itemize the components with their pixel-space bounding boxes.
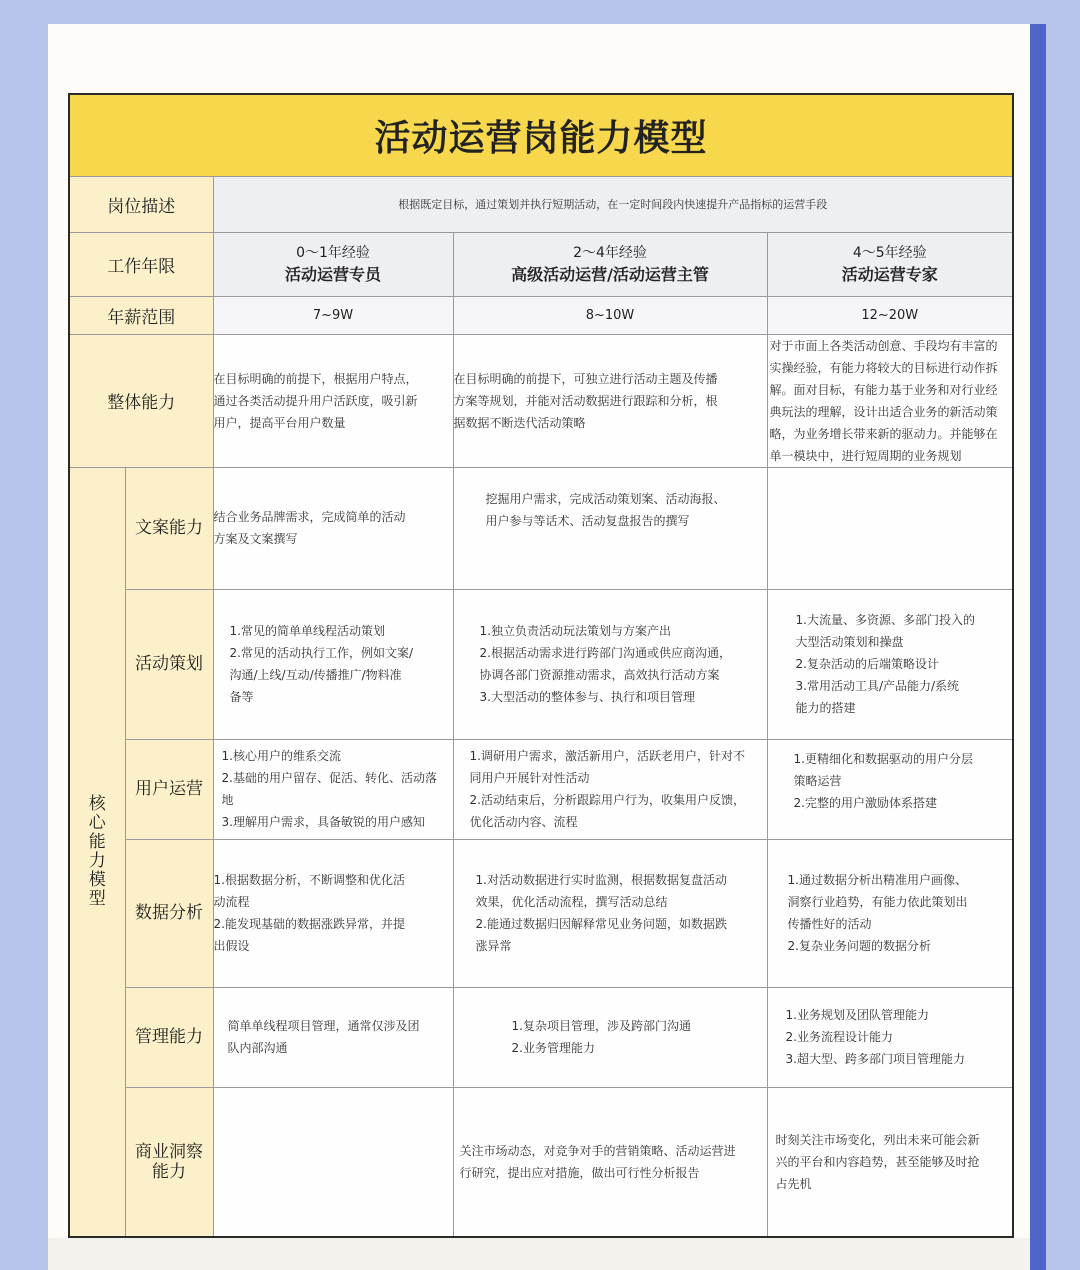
text-line: 策略运营 [793,773,842,788]
data-analysis-cell-expert [767,839,1013,987]
text-line: 效果，优化活动流程，撰写活动总结 [475,895,668,909]
text-line: 简单单线程项目管理，通常仅涉及团 [227,1019,420,1033]
text-line: 在目标明确的前提下，可独立进行活动主题及传播 [453,371,718,386]
level-exp: 0～1年经验 [296,245,370,261]
text-line: 实操经验，有能力将较大的目标进行动作拆 [769,360,998,375]
planning-cell-expert [767,589,1013,739]
label-line: 能力 [152,1161,186,1182]
row-business-insight [69,1087,1013,1237]
text-line: 3.超大型、跨多部门项目管理能力 [785,1052,965,1066]
overall-cell-senior [453,334,767,467]
text-line: 沟通/上线/互动/传播推广/物料准 [229,668,402,682]
text-line: 2.根据活动需求进行跨部门沟通或供应商沟通， [479,646,731,660]
ability-model-table [68,93,1014,1238]
level-title: 高级活动运营/活动运营主管 [511,265,709,284]
core-group-label [69,467,125,1237]
business-insight-cell-senior [453,1087,767,1237]
business-insight-cell-junior [213,1087,453,1237]
data-analysis-cell-senior [453,839,767,987]
text-line: 1.常见的简单单线程活动策划 [229,624,385,638]
planning-cell-junior [213,589,453,739]
row-copywriting [69,467,1013,589]
text-line: 对于市面上各类活动创意、手段均有丰富的 [769,338,998,353]
text-line: 占先机 [775,1176,812,1191]
row-planning [69,589,1013,739]
text-line: 用户参与等话术、活动复盘报告的撰写 [485,513,690,528]
planning-cell-senior [453,589,767,739]
label-line: 商业洞察 [135,1141,203,1162]
row-user-ops [69,739,1013,839]
text-line: 动流程 [213,895,250,909]
text-line: 解。面对目标，有能力基于业务和对行业经 [769,382,998,397]
text-line: 在目标明确的前提下，根据用户特点， [213,371,418,386]
text-line: 洞察行业趋势，有能力依此策划出 [787,895,968,909]
overall-cell-expert [767,334,1013,467]
text-line: 协调各部门资源推动需求，高效执行活动方案 [479,668,720,682]
management-cell-expert [767,987,1013,1087]
text-line: 挖掘用户需求，完成活动策划案、活动海报、 [485,491,726,506]
document-sheet-bottom [48,1238,1030,1270]
text-line: 2.活动结束后，分析跟踪用户行为，收集用户反馈， [469,793,745,807]
text-line: 2.业务流程设计能力 [785,1030,893,1044]
level-exp: 2～4年经验 [573,245,647,261]
table-title: 活动运营岗能力模型 [69,94,1013,176]
text-line: 2.能通过数据归因解释常见业务问题，如数据跌 [475,917,727,931]
text-line: 1.核心用户的维系交流 [221,749,341,763]
core-label-user-ops: 用户运营 [125,739,213,839]
row-label-overall: 整体能力 [69,334,213,467]
user-ops-cell-junior [213,739,453,839]
business-insight-cell-expert [767,1087,1013,1237]
text-line: 行研究，提出应对措施，做出可行性分析报告 [459,1165,700,1180]
text-line: 1.通过数据分析出精准用户画像、 [787,873,967,887]
row-management [69,987,1013,1087]
text-line: 方案等规划，并能对活动数据进行跟踪和分析，根 [453,393,718,408]
text-line: 地 [221,793,234,807]
text-line: 能力的搭建 [795,701,856,715]
salary-value: 7~9W [213,296,453,334]
copywriting-cell-junior [213,467,453,589]
text-line: 3.理解用户需求，具备敏锐的用户感知 [221,815,425,829]
row-years [69,232,1013,296]
text-line: 1.独立负责活动玩法策划与方案产出 [479,624,671,638]
text-line: 3.常用活动工具/产品能力/系统 [795,679,960,693]
data-analysis-cell-junior [213,839,453,987]
core-label-business-insight [125,1087,213,1237]
text-line: 兴的平台和内容趋势，甚至能够及时抢 [775,1154,980,1169]
row-label-description: 岗位描述 [69,176,213,232]
row-salary [69,296,1013,334]
text-line: 2.能发现基础的数据涨跌异常，并提 [213,917,405,931]
text-line: 备等 [229,690,254,704]
text-line: 同用户开展针对性活动 [469,771,590,785]
text-line: 用户，提高平台用户数量 [213,415,346,430]
level-exp: 4～5年经验 [852,245,927,261]
text-line: 队内部沟通 [227,1041,288,1055]
salary-value: 8~10W [453,296,767,334]
text-line: 2.复杂业务问题的数据分析 [787,939,931,953]
level-header-expert [767,232,1013,296]
row-description [69,176,1013,232]
text-line: 出假设 [213,939,250,953]
management-cell-senior [453,987,767,1087]
text-line: 通过各类活动提升用户活跃度，吸引新 [213,393,418,408]
row-data-analysis [69,839,1013,987]
core-label-planning: 活动策划 [125,589,213,739]
row-label-years: 工作年限 [69,232,213,296]
management-cell-junior [213,987,453,1087]
salary-value: 12~20W [767,296,1013,334]
row-overall [69,334,1013,467]
text-line: 结合业务品牌需求，完成简单的活动 [213,510,406,524]
text-line: 略，为业务增长带来新的驱动力。并能够在 [769,426,998,441]
overall-cell-junior [213,334,453,467]
copywriting-cell-senior [453,467,767,589]
text-line: 大型活动策划和操盘 [795,635,904,649]
text-line: 传播性好的活动 [787,917,872,931]
level-title: 活动运营专员 [284,265,381,284]
text-line: 时刻关注市场变化，列出未来可能会新 [775,1132,980,1147]
user-ops-cell-expert [767,739,1013,839]
text-line: 2.基础的用户留存、促活、转化、活动落 [221,771,437,785]
text-line: 据数据不断迭代活动策略 [453,415,586,430]
text-line: 2.业务管理能力 [511,1041,595,1055]
text-line: 1.更精细化和数据驱动的用户分层 [793,751,973,766]
text-line: 关注市场动态，对竞争对手的营销策略、活动运营进 [459,1143,736,1158]
row-label-salary: 年薪范围 [69,296,213,334]
text-line: 3.大型活动的整体参与、执行和项目管理 [479,690,695,704]
text-line: 典玩法的理解，设计出适合业务的新活动策 [769,404,998,419]
right-accent-strip [1030,24,1046,1270]
text-line: 1.业务规划及团队管理能力 [785,1008,929,1022]
core-label-copywriting: 文案能力 [125,467,213,589]
text-line: 方案及文案撰写 [213,532,298,546]
level-header-junior [213,232,453,296]
text-line: 1.复杂项目管理，涉及跨部门沟通 [511,1019,691,1033]
text-line: 单一模块中，进行短周期的业务规划 [769,448,962,463]
core-group-label-text: 核心能力模型 [88,793,106,909]
text-line: 1.大流量、多资源、多部门投入的 [795,613,975,627]
text-line: 1.根据数据分析，不断调整和优化活 [213,873,405,887]
text-line: 优化活动内容、流程 [469,815,578,829]
user-ops-cell-senior [453,739,767,839]
text-line: 2.常见的活动执行工作，例如文案/ [229,646,413,660]
text-line: 2.复杂活动的后端策略设计 [795,657,939,671]
core-label-management: 管理能力 [125,987,213,1087]
copywriting-cell-expert [767,467,1013,589]
level-header-senior [453,232,767,296]
text-line: 1.对活动数据进行实时监测，根据数据复盘活动 [475,873,727,887]
text-line: 1.调研用户需求，激活新用户，活跃老用户，针对不 [469,749,745,763]
description-text: 根据既定目标，通过策划并执行短期活动，在一定时间段内快速提升产品指标的运营手段 [213,176,1013,232]
title-row [69,94,1013,176]
text-line: 涨异常 [475,939,512,953]
text-line: 2.完整的用户激励体系搭建 [793,795,937,810]
level-title: 活动运营专家 [841,265,938,284]
core-label-data-analysis: 数据分析 [125,839,213,987]
